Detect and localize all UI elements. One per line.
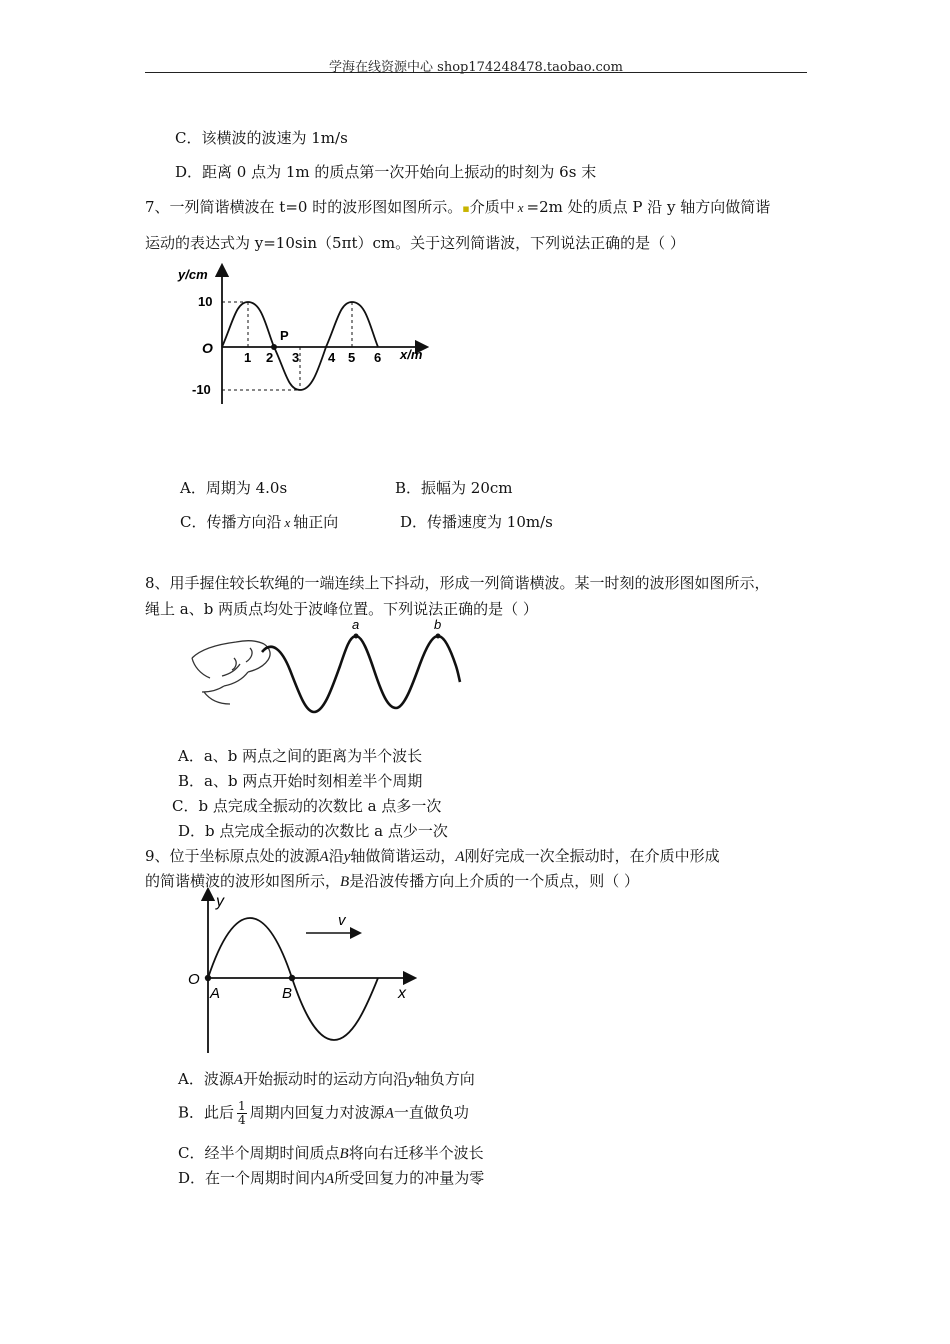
q9-option-part: 周期内回复力对波源: [249, 1103, 385, 1122]
q8-rope-curve: [262, 636, 460, 712]
q7-wave-curve: [222, 302, 378, 390]
q7-stem-part: =2m 处的质点 P 沿 y 轴方向做简谐: [526, 198, 771, 216]
q7-option-c-part: C．传播方向沿: [180, 513, 282, 531]
q9-option-var: A: [384, 1105, 394, 1122]
q9-option-part: C．经半个周期时间质点: [178, 1144, 340, 1162]
q9-ylabel: y: [216, 893, 224, 910]
q9-stem-part: 9、位于坐标原点处的波源: [145, 847, 320, 865]
q9-option-b: [178, 1100, 469, 1127]
q9-velocity-label: v: [338, 912, 346, 929]
q7-option-c-var: x: [284, 515, 291, 530]
q9-option-part: 轴负方向: [414, 1070, 475, 1088]
q8-label-b: b: [434, 618, 442, 632]
page-header: 学海在线资源中心 shop174248478.taobao.com: [329, 60, 623, 75]
q9-stem-part: 是沿波传播方向上介质的一个质点，则（ ）: [349, 872, 639, 890]
q8-option-d: D．b 点完成全振动的次数比 a 点少一次: [178, 822, 448, 840]
q7-option-c-part: 轴正向: [293, 513, 339, 531]
one-quarter-fraction: [237, 1100, 247, 1127]
q7-stem-part: 7、一列简谐横波在 t=0 时的波形图如图所示。: [145, 198, 463, 216]
q7-stem-line-1: [145, 197, 770, 219]
q7-xtick: 2: [266, 350, 274, 365]
q9-option-part: D．在一个周期时间内: [178, 1169, 326, 1187]
q7-stem-line-2: 运动的表达式为 y=10sin（5πt）cm。关于这列简谐波，下列说法正确的是（ ）: [145, 234, 685, 252]
q8-rope-wave-figure: [190, 618, 490, 724]
q9-origin-label: O: [188, 971, 200, 988]
q9-option-part: A．波源: [178, 1070, 234, 1088]
q9-option-var: A: [233, 1072, 244, 1088]
q7-xticks: [244, 350, 381, 365]
fraction-numerator: 1: [238, 1099, 246, 1113]
q9-option-part: B．此后: [178, 1103, 235, 1122]
q9-option-part: 所受回复力的冲量为零: [334, 1169, 485, 1187]
hand-icon: [192, 641, 270, 704]
q8-point-a: [354, 634, 359, 639]
q7-option-c: [180, 512, 338, 533]
q7-point-label: P: [280, 328, 289, 343]
q7-xtick: 5: [348, 350, 356, 365]
q7-xtick: 4: [328, 350, 336, 365]
q7-ytick-neg: -10: [192, 382, 211, 397]
q9-stem-var: B: [340, 874, 350, 890]
q7-origin-label: O: [202, 340, 213, 356]
q9-point-b: [289, 975, 295, 981]
q7-xtick: 1: [244, 350, 252, 365]
q9-option-a: [178, 1069, 475, 1090]
q7-stem-var: x: [517, 200, 524, 215]
q7-xlabel: x/m: [400, 347, 423, 362]
q8-stem-line-1: 8、用手握住较长软绳的一端连续上下抖动，形成一列简谐横波。某一时刻的波形图如图所示，: [145, 574, 770, 592]
q7-ytick-pos: 10: [198, 294, 213, 309]
q8-option-c: C．b 点完成全振动的次数比 a 点多一次: [172, 797, 442, 815]
q9-option-d: [178, 1168, 484, 1189]
q8-stem-line-2: 绳上 a、b 两质点均处于波峰位置。下列说法正确的是（ ）: [145, 600, 538, 618]
q9-stem-part: 的简谐横波的波形如图所示，: [145, 872, 341, 890]
q9-stem-var: y: [343, 849, 351, 865]
q9-stem-var: A: [455, 849, 465, 865]
q9-option-c: [178, 1143, 484, 1164]
q7-xtick: 3: [292, 350, 300, 365]
q9-point-a: [205, 975, 211, 981]
q8-option-b: B．a、b 两点开始时刻相差半个周期: [178, 772, 423, 790]
mark-dot-icon: ▪: [462, 202, 470, 215]
q9-stem-part: 沿: [328, 847, 344, 865]
q8-option-a: A．a、b 两点之间的距离为半个波长: [178, 747, 423, 765]
q9-stem-var: A: [319, 849, 329, 865]
q9-option-part: 将向右迁移半个波长: [348, 1144, 484, 1162]
q6-option-c: C．该横波的波速为 1m/s: [175, 129, 348, 147]
fraction-denominator: 4: [238, 1113, 246, 1127]
q6-option-d: D．距离 0 点为 1m 的质点第一次开始向上振动的时刻为 6s 末: [175, 163, 597, 181]
q9-option-part: 开始振动时的运动方向沿: [243, 1070, 409, 1088]
q9-option-var: B: [339, 1146, 349, 1162]
q9-stem-part: 刚好完成一次全振动时，在介质中形成: [464, 847, 720, 865]
header-rule: [145, 72, 807, 73]
q9-label-a: A: [210, 985, 221, 1002]
q7-option-a: A．周期为 4.0s: [180, 479, 288, 497]
q9-stem-part: 轴做简谐运动，: [350, 847, 456, 865]
q9-wave-graph: [182, 888, 422, 1058]
q7-xtick: 6: [374, 350, 382, 365]
q7-ylabel: y/cm: [178, 267, 208, 282]
q8-point-b: [436, 634, 441, 639]
q9-stem-line-1: [145, 846, 720, 867]
q7-wave-graph: [170, 262, 440, 412]
q9-option-var: A: [325, 1171, 335, 1187]
q9-option-part: 一直做负功: [393, 1103, 469, 1122]
q7-option-b: B．振幅为 20cm: [395, 479, 513, 497]
q7-option-d: D．传播速度为 10m/s: [400, 513, 553, 531]
q9-option-var: y: [408, 1072, 415, 1088]
q7-stem-part: 介质中: [469, 198, 515, 216]
q8-label-a: a: [352, 618, 360, 632]
q9-label-b: B: [282, 985, 293, 1002]
q9-xlabel: x: [398, 985, 406, 1002]
